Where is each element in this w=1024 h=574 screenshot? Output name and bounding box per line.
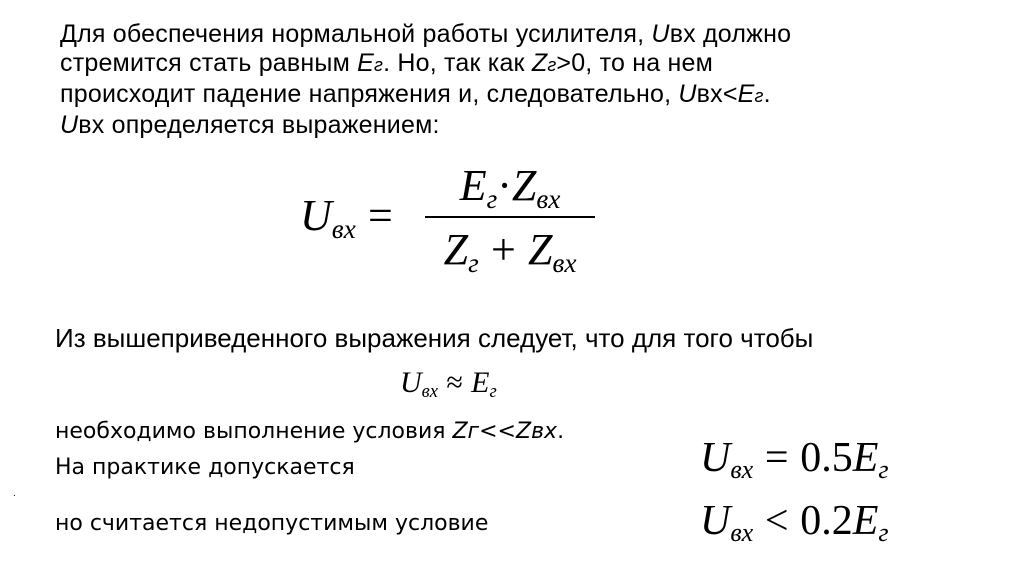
e-subscript: г bbox=[373, 55, 384, 75]
practice-text: На практике допускается bbox=[55, 455, 355, 480]
coefficient: 0.2 bbox=[800, 498, 853, 544]
much-less-sign: << bbox=[479, 419, 516, 444]
approx-sign: ≈ bbox=[446, 366, 463, 399]
intro-line-1 bbox=[60, 20, 960, 49]
text-span: стремится стать равным bbox=[60, 49, 358, 77]
follows-text: Из вышеприведенного выражения следует, что для того чтобы bbox=[55, 323, 814, 353]
e-symbol: E bbox=[357, 49, 374, 77]
text-span: . bbox=[557, 419, 565, 444]
text-span: >0, то на нем bbox=[556, 49, 713, 77]
u-subscript: вх bbox=[421, 381, 438, 403]
plus-sign: + bbox=[490, 225, 516, 274]
z-subscript: г bbox=[547, 55, 557, 75]
u-subscript: вх bbox=[730, 518, 754, 548]
equals-sign: = bbox=[367, 191, 393, 240]
e-symbol: E bbox=[852, 435, 879, 481]
z-source-term: Zг bbox=[452, 419, 480, 444]
intro-paragraph bbox=[60, 20, 960, 140]
e-subscript: г bbox=[878, 518, 889, 548]
z-subscript: г bbox=[468, 247, 479, 278]
condition-text bbox=[55, 419, 564, 444]
not-allowed-condition-formula bbox=[700, 496, 889, 548]
u-subscript: вх bbox=[730, 455, 754, 485]
text-span: вх должно bbox=[669, 20, 792, 48]
e-symbol: E bbox=[459, 161, 487, 210]
z-input-term: Zвх bbox=[516, 419, 558, 444]
fraction-denominator bbox=[425, 224, 595, 278]
z-symbol: Z bbox=[511, 161, 537, 210]
e-subscript: г bbox=[754, 86, 764, 106]
e-symbol: E bbox=[471, 366, 490, 399]
u-symbol: U bbox=[700, 435, 731, 481]
text-span: вх определяется выражением: bbox=[78, 111, 440, 139]
e-symbol: E bbox=[852, 498, 879, 544]
e-symbol: E bbox=[737, 80, 755, 108]
z-subscript: вх bbox=[552, 247, 577, 278]
intro-line-4 bbox=[60, 111, 960, 140]
formula-lhs bbox=[300, 190, 393, 244]
text-span: . Но, так как bbox=[383, 49, 532, 77]
u-symbol: U bbox=[60, 111, 79, 139]
z-symbol: Z bbox=[531, 49, 548, 77]
text-span: . bbox=[763, 80, 771, 108]
z-symbol: Z bbox=[443, 225, 469, 274]
equals-sign: = bbox=[764, 435, 789, 481]
text-span: вх< bbox=[696, 80, 738, 108]
input-voltage-formula bbox=[300, 160, 600, 280]
z-subscript: вх bbox=[536, 183, 561, 214]
z-symbol: Z bbox=[528, 225, 553, 274]
e-subscript: г bbox=[878, 455, 889, 485]
e-subscript: г bbox=[486, 183, 498, 214]
multiply-dot: · bbox=[497, 161, 512, 210]
allowed-condition-formula bbox=[700, 433, 889, 485]
intro-line-2 bbox=[60, 49, 960, 80]
less-than-sign: < bbox=[764, 498, 789, 544]
u-symbol: U bbox=[300, 191, 332, 240]
not-allowed-text: но считается недопустимым условие bbox=[55, 511, 489, 536]
intro-line-3 bbox=[60, 80, 960, 111]
fraction-bar bbox=[425, 216, 595, 218]
approx-formula bbox=[400, 366, 497, 403]
u-subscript: вх bbox=[331, 213, 356, 244]
u-symbol: U bbox=[700, 498, 731, 544]
u-symbol: U bbox=[651, 20, 670, 48]
stray-dot-marker: . bbox=[13, 488, 16, 499]
u-symbol: U bbox=[678, 80, 697, 108]
text-span: происходит падение напряжения и, следовательно, bbox=[60, 80, 679, 108]
e-subscript: г bbox=[489, 381, 497, 403]
text-span: необходимо выполнение условия bbox=[55, 419, 453, 444]
u-symbol: U bbox=[400, 366, 422, 399]
text-span: Для обеспечения нормальной работы усилителя, bbox=[60, 20, 652, 48]
fraction-numerator bbox=[425, 160, 595, 214]
coefficient: 0.5 bbox=[800, 435, 853, 481]
